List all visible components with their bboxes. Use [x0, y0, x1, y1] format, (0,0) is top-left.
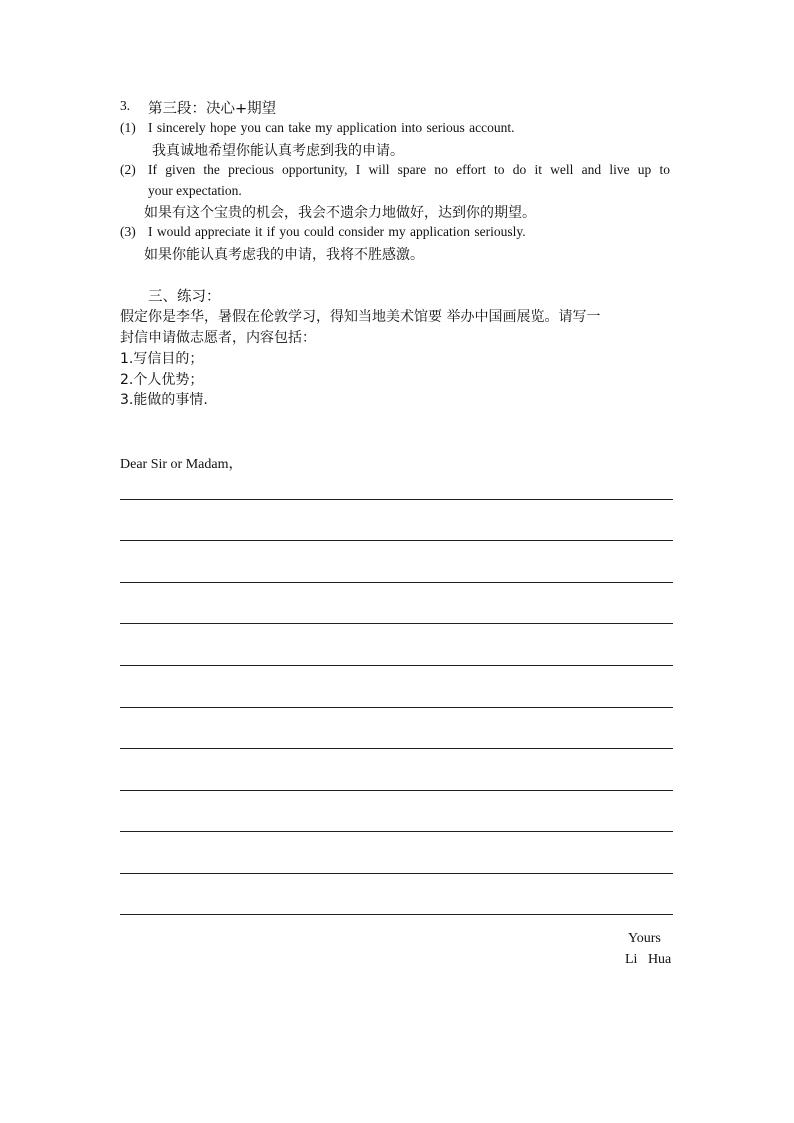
- writing-line[interactable]: [120, 831, 673, 832]
- writing-line[interactable]: [120, 748, 673, 749]
- writing-line[interactable]: [120, 665, 673, 666]
- item-2-chinese: 如果有这个宝贵的机会，我会不遗余力地做好，达到你的期望。: [144, 205, 536, 221]
- practice-point-1: 1.写信目的；: [120, 351, 204, 367]
- writing-line[interactable]: [120, 914, 673, 915]
- item-label-2: (2): [120, 162, 136, 177]
- item-1-english: I sincerely hope you can take my application into serious account.: [148, 120, 515, 135]
- item-label-1: (1): [120, 120, 136, 135]
- section-title: 第三段：决心+期望: [148, 101, 277, 117]
- practice-point-3: 3.能做的事情.: [120, 392, 208, 408]
- practice-prompt-line-2: 封信申请做志愿者，内容包括：: [120, 330, 316, 346]
- practice-point-2: 2.个人优势；: [120, 372, 204, 388]
- writing-line[interactable]: [120, 623, 673, 624]
- letter-signature: Li Hua: [625, 952, 672, 967]
- item-3-english: I would appreciate it if you could consider my application seriously.: [148, 224, 526, 239]
- item-1-chinese: 我真诚地希望你能认真考虑到我的申请。: [152, 143, 404, 159]
- item-label-3: (3): [120, 224, 136, 239]
- writing-line[interactable]: [120, 873, 673, 874]
- item-2-english-line-1: If given the precious opportunity, I will spare no effort to do it well and live up to: [148, 162, 670, 177]
- writing-line[interactable]: [120, 540, 673, 541]
- writing-line[interactable]: [120, 707, 673, 708]
- practice-prompt-line-1: 假定你是李华，暑假在伦敦学习，得知当地美术馆要 举办中国画展览。请写一: [120, 309, 601, 325]
- section-number: 3.: [120, 98, 131, 113]
- item-3-chinese: 如果你能认真考虑我的申请，我将不胜感激。: [144, 247, 424, 263]
- item-2-english-line-2: your expectation.: [148, 183, 242, 198]
- letter-salutation: Dear Sir or Madam，: [120, 457, 243, 472]
- practice-title: 三、练习：: [148, 289, 221, 305]
- letter-closing: Yours: [628, 931, 661, 946]
- writing-line[interactable]: [120, 790, 673, 791]
- writing-line[interactable]: [120, 582, 673, 583]
- writing-line[interactable]: [120, 499, 673, 500]
